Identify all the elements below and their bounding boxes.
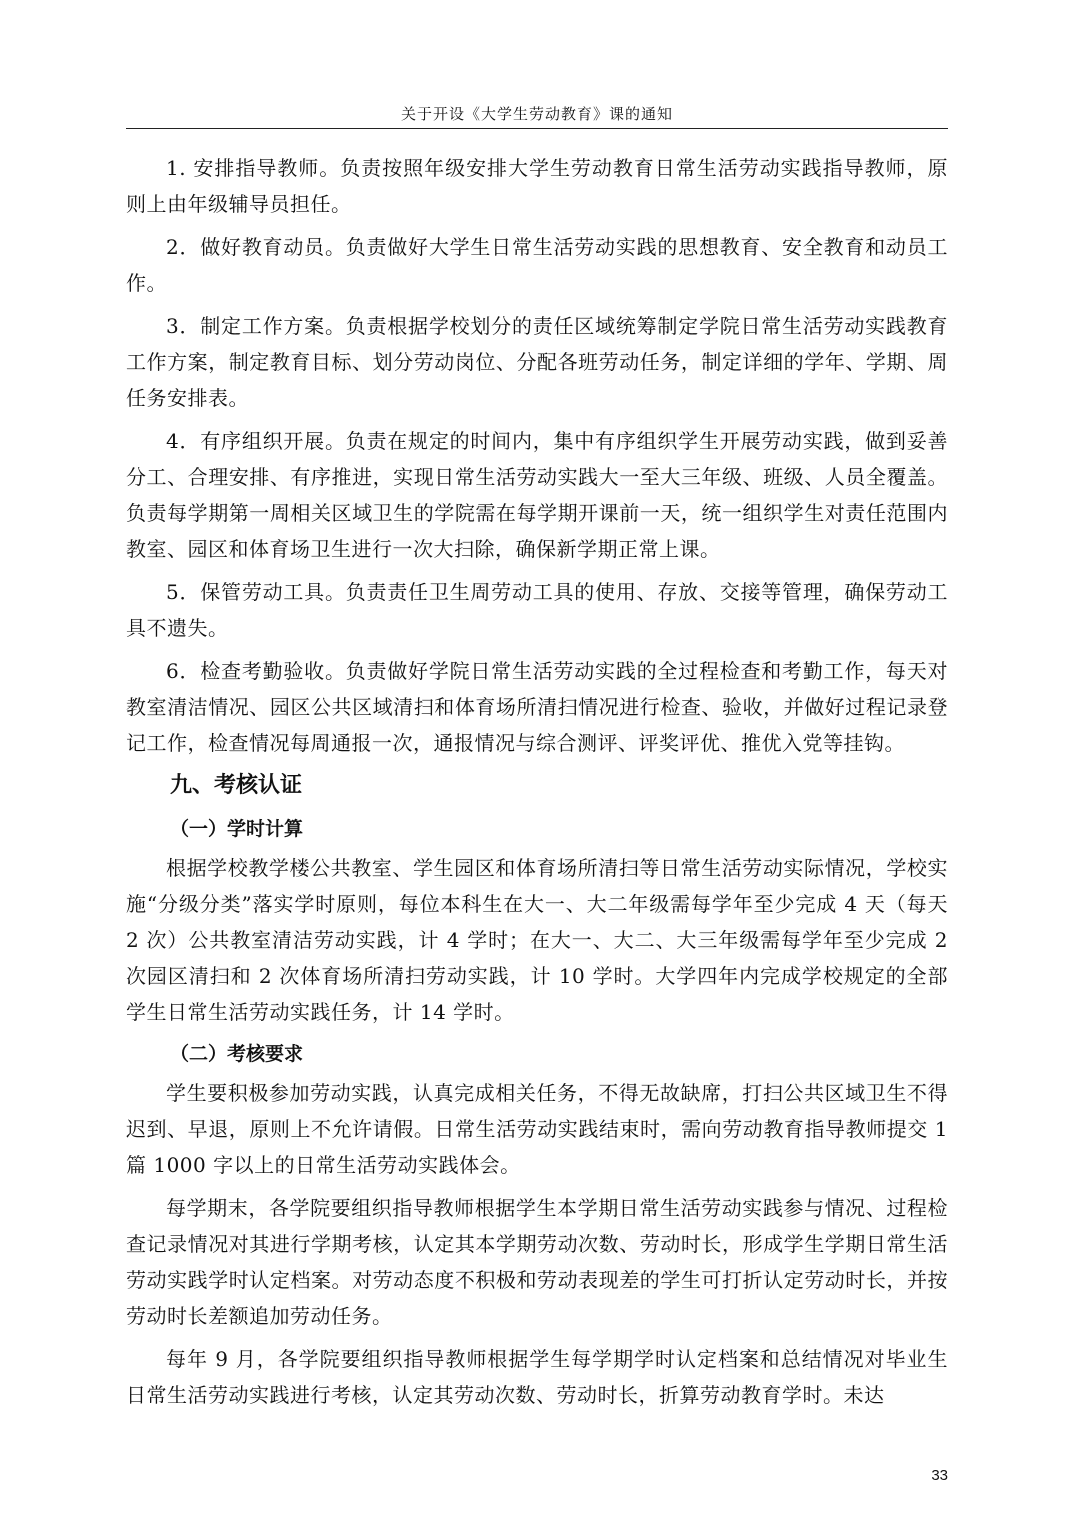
page-number: 33 bbox=[931, 1467, 948, 1484]
document-body bbox=[126, 150, 948, 1420]
subsection-heading-requirements: （二）考核要求 bbox=[170, 1043, 304, 1065]
paragraph-requirements-2: 每学期末，各学院要组织指导教师根据学生本学期日常生活劳动实践参与情况、过程检查记录情况对其进行学期考核，认定其本学期劳动次数、劳动时长，形成学生学期日常生活劳动实践学时认定档案。对劳动态度不积极和劳动表现差的学生可打折认定劳动时长，并按劳动时长差额追加劳动任务。 bbox=[126, 1196, 948, 1328]
header-divider bbox=[126, 128, 948, 129]
running-header: 关于开设《大学生劳动教育》课的通知 bbox=[400, 105, 673, 123]
paragraph-requirements-1: 学生要积极参加劳动实践，认真完成相关任务，不得无故缺席，打扫公共区域卫生不得迟到、早退，原则上不允许请假。日常生活劳动实践结束时，需向劳动教育指导教师提交 1 篇 1000 字以上的日常生活劳动实践体会。 bbox=[126, 1081, 948, 1177]
paragraph-requirements-3: 每年 9 月，各学院要组织指导教师根据学生每学期学时认定档案和总结情况对毕业生日常生活劳动实践进行考核，认定其劳动次数、劳动时长，折算劳动教育学时。未达 bbox=[126, 1347, 948, 1407]
paragraph-item-2: 2．做好教育动员。负责做好大学生日常生活劳动实践的思想教育、安全教育和动员工作。 bbox=[126, 235, 948, 295]
paragraph-item-3: 3．制定工作方案。负责根据学校划分的责任区域统筹制定学院日常生活劳动实践教育工作方案，制定教育目标、划分劳动岗位、分配各班劳动任务，制定详细的学年、学期、周任务安排表。 bbox=[126, 314, 948, 410]
paragraph-hours: 根据学校教学楼公共教室、学生园区和体育场所清扫等日常生活劳动实际情况，学校实施“分级分类”落实学时原则，每位本科生在大一、大二年级需每学年至少完成 4 天（每天 2 次）公共教室清洁劳动实践，计 4 学时；在大一、大二、大三年级需每学年至少完成 2 次园区清扫和 2 次体育场所清扫劳动实践，计 10 学时。大学四年内完成学校规定的全部学生日常生活劳动实践任务，计 14 学时。 bbox=[126, 856, 948, 1024]
section-heading: 九、考核认证 bbox=[170, 773, 303, 798]
paragraph-item-5: 5．保管劳动工具。负责责任卫生周劳动工具的使用、存放、交接等管理，确保劳动工具不遗失。 bbox=[126, 580, 948, 640]
subsection-heading-hours: （一）学时计算 bbox=[170, 818, 304, 840]
paragraph-item-1: 1. 安排指导教师。负责按照年级安排大学生劳动教育日常生活劳动实践指导教师，原则上由年级辅导员担任。 bbox=[126, 156, 948, 216]
paragraph-item-6: 6．检查考勤验收。负责做好学院日常生活劳动实践的全过程检查和考勤工作，每天对教室清洁情况、园区公共区域清扫和体育场所清扫情况进行检查、验收，并做好过程记录登记工作，检查情况每周通报一次，通报情况与综合测评、评奖评优、推优入党等挂钩。 bbox=[126, 659, 948, 755]
paragraph-item-4: 4．有序组织开展。负责在规定的时间内，集中有序组织学生开展劳动实践，做到妥善分工、合理安排、有序推进，实现日常生活劳动实践大一至大三年级、班级、人员全覆盖。负责每学期第一周相关区域卫生的学院需在每学期开课前一天，统一组织学生对责任范围内教室、园区和体育场卫生进行一次大扫除，确保新学期正常上课。 bbox=[126, 429, 948, 561]
